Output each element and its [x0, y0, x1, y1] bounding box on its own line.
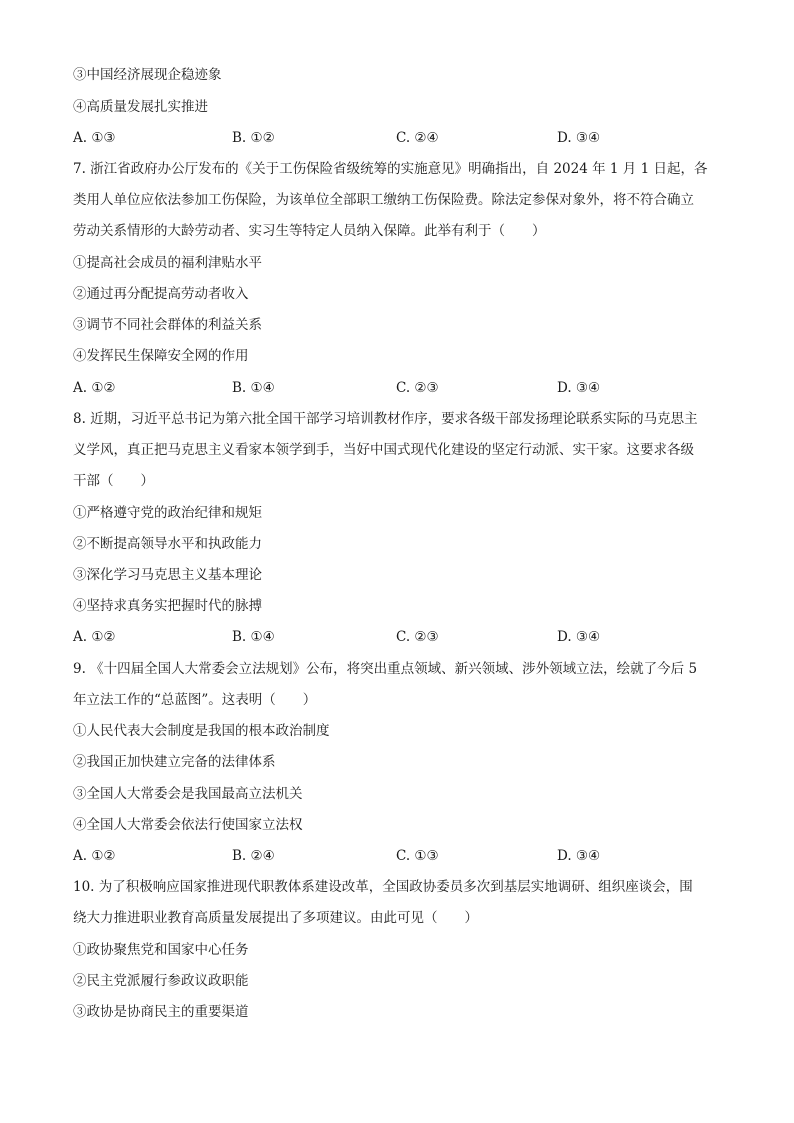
- q6-item-3: ③中国经济展现企稳迹象: [73, 67, 222, 83]
- q8-options: [73, 628, 723, 646]
- q9-item-2: ②我国正加快建立完备的法律体系: [73, 754, 276, 770]
- q7-stem-line-3: 劳动关系情形的大龄劳动者、实习生等特定人员纳入保障。此举有利于（ ）: [73, 223, 546, 239]
- q9-item-3: ③全国人大常委会是我国最高立法机关: [73, 786, 303, 802]
- q6-option-b[interactable]: B. ①②: [232, 130, 275, 146]
- q10-stem-line-1: 10. 为了积极响应国家推进现代职教体系建设改革，全国政协委员多次到基层实地调研、组织座谈会，围: [73, 879, 693, 895]
- q7-item-2: ②通过再分配提高劳动者收入: [73, 286, 249, 302]
- q7-option-c[interactable]: C. ②③: [396, 380, 439, 396]
- q9-option-b[interactable]: B. ②④: [232, 848, 275, 864]
- q7-option-d[interactable]: D. ③④: [557, 380, 601, 396]
- q7-option-b[interactable]: B. ①④: [232, 380, 275, 396]
- q9-item-4: ④全国人大常委会依法行使国家立法权: [73, 817, 303, 833]
- q6-options: [73, 129, 723, 147]
- q9-options: [73, 847, 723, 865]
- q6-option-d[interactable]: D. ③④: [557, 130, 601, 146]
- q9-option-a[interactable]: A. ①②: [73, 848, 116, 864]
- q8-item-4: ④坚持求真务实把握时代的脉搏: [73, 598, 262, 614]
- q8-item-3: ③深化学习马克思主义基本理论: [73, 567, 262, 583]
- q10-item-1: ①政协聚焦党和国家中心任务: [73, 942, 249, 958]
- q7-options: [73, 379, 723, 397]
- q8-option-d[interactable]: D. ③④: [557, 629, 601, 645]
- q10-stem-line-2: 绕大力推进职业教育高质量发展提出了多项建议。由此可见（ ）: [73, 910, 478, 926]
- q6-item-4: ④高质量发展扎实推进: [73, 99, 208, 115]
- q8-option-b[interactable]: B. ①④: [232, 629, 275, 645]
- q8-option-a[interactable]: A. ①②: [73, 629, 116, 645]
- q9-option-d[interactable]: D. ③④: [557, 848, 601, 864]
- q8-stem-line-3: 干部（ ）: [73, 473, 154, 489]
- q7-item-3: ③调节不同社会群体的利益关系: [73, 317, 262, 333]
- q6-option-a[interactable]: A. ①③: [73, 130, 116, 146]
- q10-item-3: ③政协是协商民主的重要渠道: [73, 1004, 249, 1020]
- q9-stem-line-1: 9. 《十四届全国人大常委会立法规划》公布，将突出重点领域、新兴领域、涉外领域立法，绘就了今后 5: [73, 661, 698, 677]
- q8-item-1: ①严格遵守党的政治纪律和规矩: [73, 505, 262, 521]
- q7-stem-line-2: 类用人单位应依法参加工伤保险，为该单位全部职工缴纳工伤保险费。除法定参保对象外，将不符合确立: [73, 192, 694, 208]
- q10-item-2: ②民主党派履行参政议政职能: [73, 973, 249, 989]
- q9-stem-line-2: 年立法工作的“总蓝图”。这表明（ ）: [73, 692, 317, 708]
- q9-item-1: ①人民代表大会制度是我国的根本政治制度: [73, 723, 330, 739]
- q8-stem-line-1: 8. 近期，习近平总书记为第六批全国干部学习培训教材作序，要求各级干部发扬理论联系实际的马克思主: [73, 411, 698, 427]
- q9-option-c[interactable]: C. ①③: [396, 848, 439, 864]
- q8-item-2: ②不断提高领导水平和执政能力: [73, 536, 262, 552]
- q7-item-4: ④发挥民生保障安全网的作用: [73, 348, 249, 364]
- q7-stem-line-1: 7. 浙江省政府办公厅发布的《关于工伤保险省级统筹的实施意见》明确指出，自 2024 年 1 月 1 日起，各: [73, 161, 708, 177]
- q7-option-a[interactable]: A. ①②: [73, 380, 116, 396]
- q8-option-c[interactable]: C. ②③: [396, 629, 439, 645]
- q8-stem-line-2: 义学风，真正把马克思主义看家本领学到手，当好中国式现代化建设的坚定行动派、实干家。这要求各级: [73, 442, 694, 458]
- q6-option-c[interactable]: C. ②④: [396, 130, 439, 146]
- q7-item-1: ①提高社会成员的福利津贴水平: [73, 255, 262, 271]
